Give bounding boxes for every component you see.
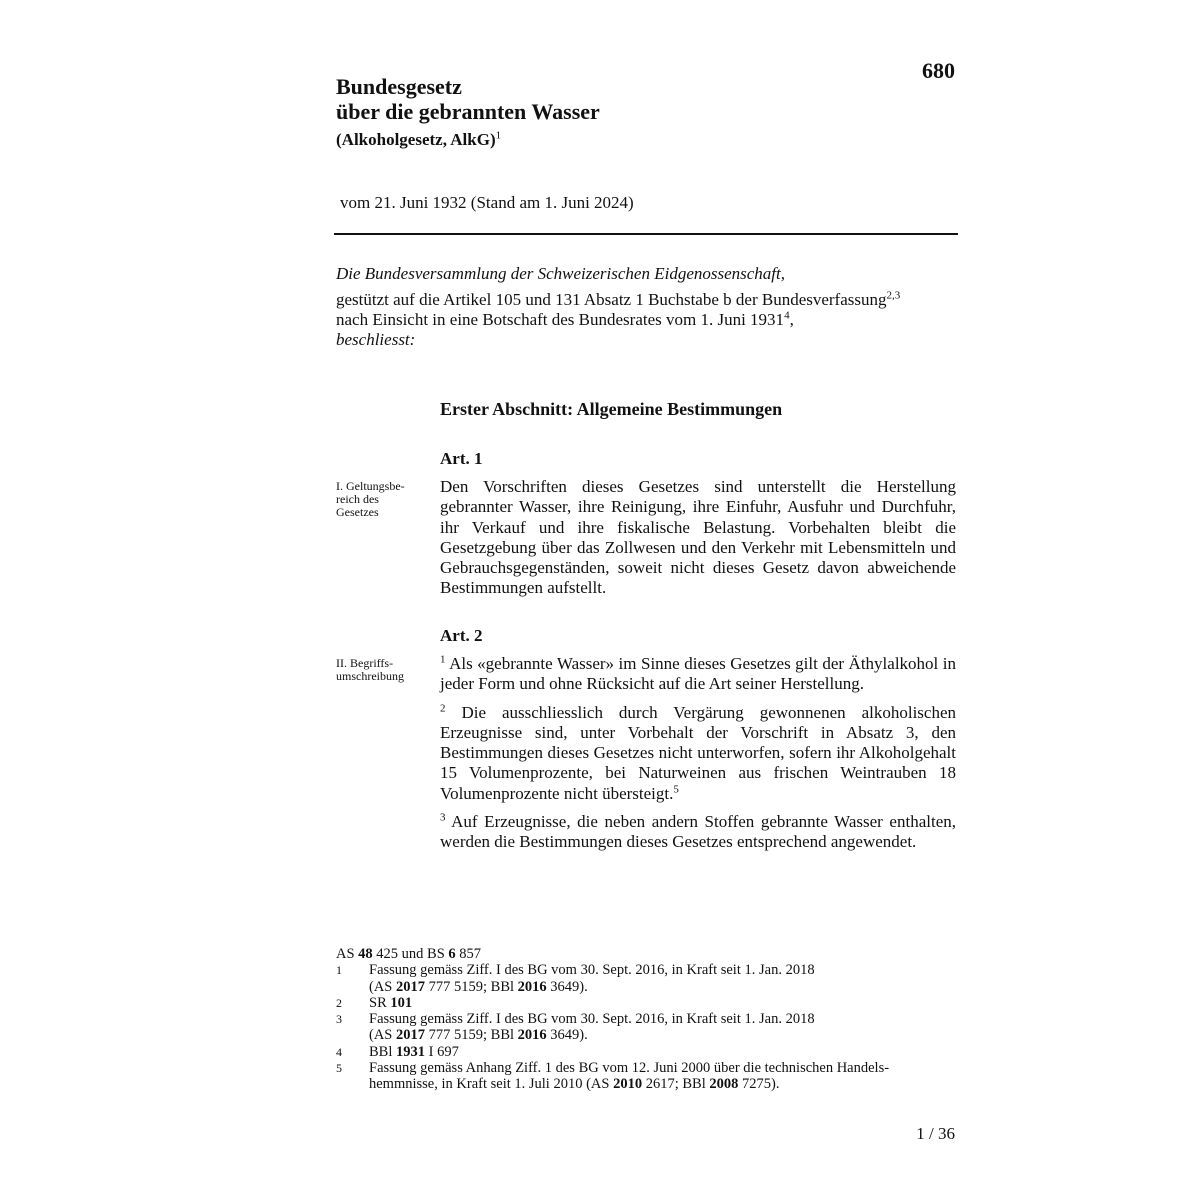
footnote-ref-4[interactable]: 4 (784, 309, 790, 322)
fn-part: 2008 (709, 1076, 739, 1093)
header-rule (334, 233, 958, 235)
source-page: 857 (455, 946, 482, 962)
marginal-line: umschreibung (336, 669, 404, 683)
footnote-ref-3[interactable]: ,3 (892, 289, 901, 302)
title-line-2: über die gebrannten Wasser (336, 99, 600, 124)
fn-part: 2010 (613, 1076, 643, 1093)
fn-part: 1931 (396, 1043, 425, 1060)
footnote-text (369, 1060, 956, 1093)
fn-part: hemmnisse, in Kraft seit 1. Juli 2010 (AS (369, 1076, 614, 1093)
source-prefix: AS (336, 946, 359, 962)
fn-part: (AS (369, 978, 396, 995)
source-line (336, 946, 956, 962)
footnote-line: Fassung gemäss Ziff. I des BG vom 30. Sept. 2016, in Kraft seit 1. Jan. 2018 (369, 1011, 815, 1028)
short-title (336, 130, 501, 150)
paragraph-number: 1 (440, 653, 446, 666)
fn-part: 101 (390, 994, 413, 1011)
source-volume: 48 (358, 946, 373, 962)
paragraph-text: Als «gebrannte Wasser» im Sinne dieses Gesetzes gilt der Äthylalkohol in jeder Form und ohne Rücksicht auf die Art seiner Herstellung. (440, 654, 956, 694)
sr-number: 680 (922, 58, 955, 83)
fn-part: 777 5159; BBl (425, 1027, 518, 1044)
footnote-ref-2[interactable]: 2 (886, 289, 892, 302)
date-line: vom 21. Juni 1932 (Stand am 1. Juni 2024) (340, 193, 634, 212)
footnote-number: 2 (336, 995, 342, 1010)
paragraph-number: 2 (440, 701, 446, 714)
title-line-1: Bundesgesetz (336, 74, 462, 99)
fn-part: SR (369, 994, 391, 1011)
fn-part: 2017 (396, 978, 425, 995)
footnote-text (369, 1044, 956, 1060)
footnote-ref-5[interactable]: 5 (673, 783, 679, 796)
footnote-line (369, 1076, 956, 1092)
footnote-text (369, 1011, 956, 1044)
marginal-line: Gesetzes (336, 505, 379, 519)
paragraph-text: Die ausschliesslich durch Vergärung gewonnenen alkoholischen Erzeugnisse sind, unter Vorbehalt der Vorschrift in Absatz 3, den Bestimmungen dieses Gesetzes nicht unterworfen, sofern ihr Alkoholgehalt 15 Volumenprozente, bei Naturweinen aus frischen Weintrauben 18 Volumenprozente nicht übersteigt. (440, 702, 956, 803)
page-number: 1 / 36 (916, 1124, 955, 1143)
footnote-5 (336, 1060, 956, 1093)
footnote-text (369, 962, 956, 995)
message-end: , (789, 310, 794, 329)
preamble (336, 264, 966, 350)
fn-part: 2016 (517, 1027, 547, 1044)
document-title (336, 74, 600, 124)
article-1-paragraph: Den Vorschriften dieses Gesetzes sind unterstellt die Herstellung gebrannter Wasser, ihre Reinigung, ihre Einfuhr, Ausfuhr und Durchfuhr, ihr Verkauf und ihre fiskalische Belastung. Vorbehalten bleibt die Gesetzgebung über das Zollwesen und den Verkehr mit Lebensmitteln und Gebrauchsgegenständen, soweit nicht dieses Gesetz davon abweichende Bestimmungen aufstellt. (440, 477, 956, 598)
fn-part: I 697 (425, 1043, 459, 1060)
fn-part: 7275). (738, 1076, 780, 1093)
footnote-ref-1[interactable]: 1 (495, 129, 502, 142)
source-volume-bs: 6 (448, 946, 456, 962)
fn-part: 2016 (517, 978, 547, 995)
resolves: beschliesst: (336, 330, 416, 349)
footnote-number: 1 (336, 963, 342, 978)
article-1-heading: Art. 1 (440, 449, 483, 468)
article-1-text (440, 477, 956, 607)
article-1-marginal-note (336, 480, 426, 519)
article-2-paragraph-1 (440, 654, 956, 695)
fn-part: (AS (369, 1027, 396, 1044)
footnote-number: 3 (336, 1012, 342, 1027)
footnote-text (369, 995, 956, 1011)
marginal-line: I. Geltungsbe- (336, 479, 405, 493)
fn-part: 3649). (546, 1027, 588, 1044)
section-heading: Erster Abschnitt: Allgemeine Bestimmungen (440, 399, 783, 419)
message-text: nach Einsicht in eine Botschaft des Bundesrates vom 1. Juni 1931 (336, 310, 785, 329)
marginal-line: reich des (336, 492, 379, 506)
footnote-line (369, 1027, 956, 1043)
fn-part: 2617; BBl (642, 1076, 710, 1093)
article-2-text (440, 654, 956, 861)
footnotes (336, 946, 956, 1093)
footnote-4 (336, 1044, 956, 1060)
marginal-line: II. Begriffs- (336, 656, 394, 670)
footnote-number: 5 (336, 1061, 342, 1076)
enacting-body: Die Bundesversammlung der Schweizerischen Eidgenossenschaft, (336, 264, 785, 283)
fn-part: 3649). (546, 978, 588, 995)
article-2-paragraph-2 (440, 703, 956, 804)
paragraph-number: 3 (440, 811, 446, 824)
article-2-paragraph-3 (440, 812, 956, 853)
short-title-text: (Alkoholgesetz, AlkG) (336, 130, 496, 149)
paragraph-text: Auf Erzeugnisse, die neben andern Stoffen gebrannte Wasser enthalten, werden die Bestimmungen dieses Gesetzes entsprechend angewendet. (440, 812, 956, 852)
footnote-line (369, 979, 956, 995)
footnote-line: Fassung gemäss Ziff. I des BG vom 30. Sept. 2016, in Kraft seit 1. Jan. 2018 (369, 962, 815, 979)
footnote-2 (336, 995, 956, 1011)
basis-text: gestützt auf die Artikel 105 und 131 Absatz 1 Buchstabe b der Bundesverfassung (336, 290, 887, 309)
fn-part: 2017 (396, 1027, 425, 1044)
footnote-3 (336, 1011, 956, 1044)
article-2-marginal-note (336, 657, 426, 683)
footnote-line: Fassung gemäss Anhang Ziff. 1 des BG vom 12. Juni 2000 über die technischen Handels- (369, 1060, 890, 1077)
preamble-message (336, 310, 966, 330)
fn-part: 777 5159; BBl (425, 978, 518, 995)
article-2-heading: Art. 2 (440, 626, 483, 645)
fn-part: BBl (369, 1043, 396, 1060)
footnote-1 (336, 962, 956, 995)
footnote-number: 4 (336, 1044, 342, 1059)
source-mid: 425 und BS (372, 946, 449, 962)
preamble-basis (336, 290, 966, 310)
